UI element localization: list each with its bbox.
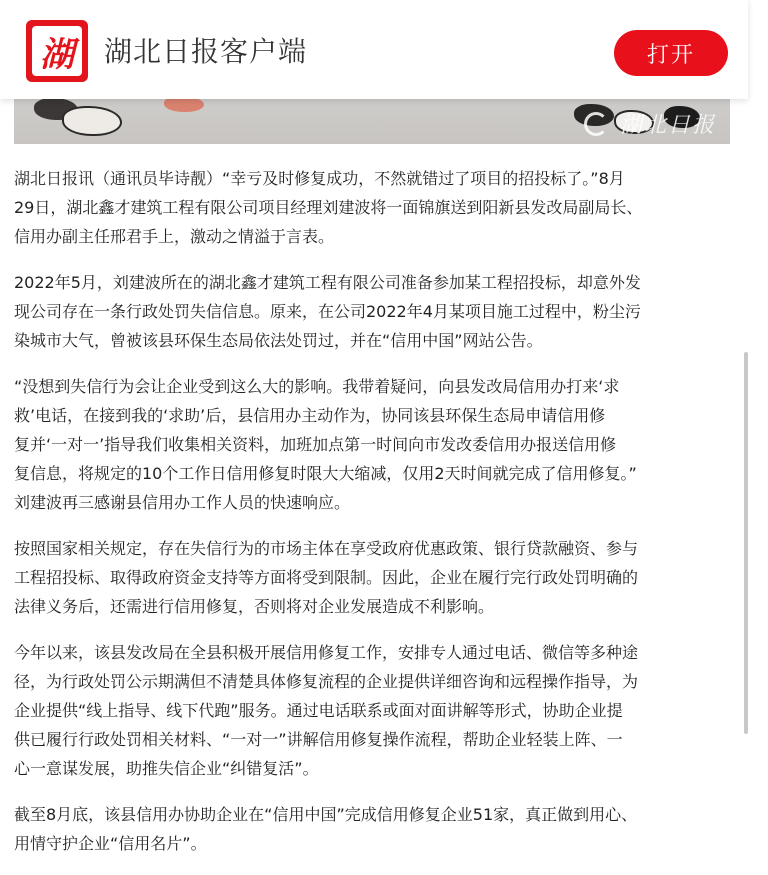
article-paragraph: “没想到失信行为会让企业受到这么大的影响。我带着疑问，向县发改局信用办打来‘求 救’电话，在接到我的‘求助’后，县信用办主动作为，协同该县环保生态局申请信用修 复并‘一对一’指导我们收集相关资料，加班加点第一时间向市发改委信用办报送信用修 复信息，将规定的10个工作日信用修复时限大大缩减，仅用2天时间就完成了信用修复。” 刘建波再三感谢县信用办工作人员的快速响应。 <box>14 377 637 512</box>
app-logo[interactable] <box>26 20 88 82</box>
article-photo <box>14 96 730 144</box>
app-name: 湖北日报客户端 <box>104 35 308 68</box>
article-paragraph: 截至8月底，该县信用办协助企业在“信用中国”完成信用修复企业51家，真正做到用心、 用情守护企业“信用名片”。 <box>14 805 638 853</box>
app-logo-glyph: 湖 <box>32 26 82 76</box>
shoe-shape <box>62 106 122 136</box>
open-app-button[interactable]: 打开 <box>614 30 728 76</box>
article-paragraph: 今年以来，该县发改局在全县积极开展信用修复工作，安排专人通过电话、微信等多种途 径，为行政处罚公示期满但不清楚具体修复流程的企业提供详细咨询和远程操作指导，为 企业提供“线上指导、线下代跑”服务。通过电话联系或面对面讲解等形式，协助企业提 供已履行行政处罚相关材料、“一对一”讲解信用修复操作流程，帮助企业轻装上阵、一 心一意谋发展，助推失信企业“纠错复活”。 <box>14 643 639 778</box>
photo-watermark: 湖北日报 <box>619 113 716 138</box>
watermark-logo-icon <box>584 112 608 136</box>
scrollbar[interactable] <box>744 352 748 734</box>
app-banner <box>0 0 748 99</box>
article-paragraph: 按照国家相关规定，存在失信行为的市场主体在享受政府优惠政策、银行贷款融资、参与 工程招投标、取得政府资金支持等方面将受到限制。因此，企业在履行完行政处罚明确的 法律义务后，还需进行信用修复，否则将对企业发展造成不利影响。 <box>14 539 639 616</box>
article-paragraph: 湖北日报讯（通讯员毕诗靓）“幸亏及时修复成功，不然就错过了项目的招投标了。”8月 29日，湖北鑫才建筑工程有限公司项目经理刘建波将一面锦旗送到阳新县发改局副局长、 信用办副主任邢君手上，激动之情溢于言表。 <box>14 169 643 246</box>
article-paragraph: 2022年5月，刘建波所在的湖北鑫才建筑工程有限公司准备参加某工程招投标，却意外发 现公司存在一条行政处罚失信信息。原来，在公司2022年4月某项目施工过程中，粉尘污 染城市大气，曾被该县环保生态局依法处罚过，并在“信用中国”网站公告。 <box>14 273 641 350</box>
article-body <box>14 164 734 875</box>
